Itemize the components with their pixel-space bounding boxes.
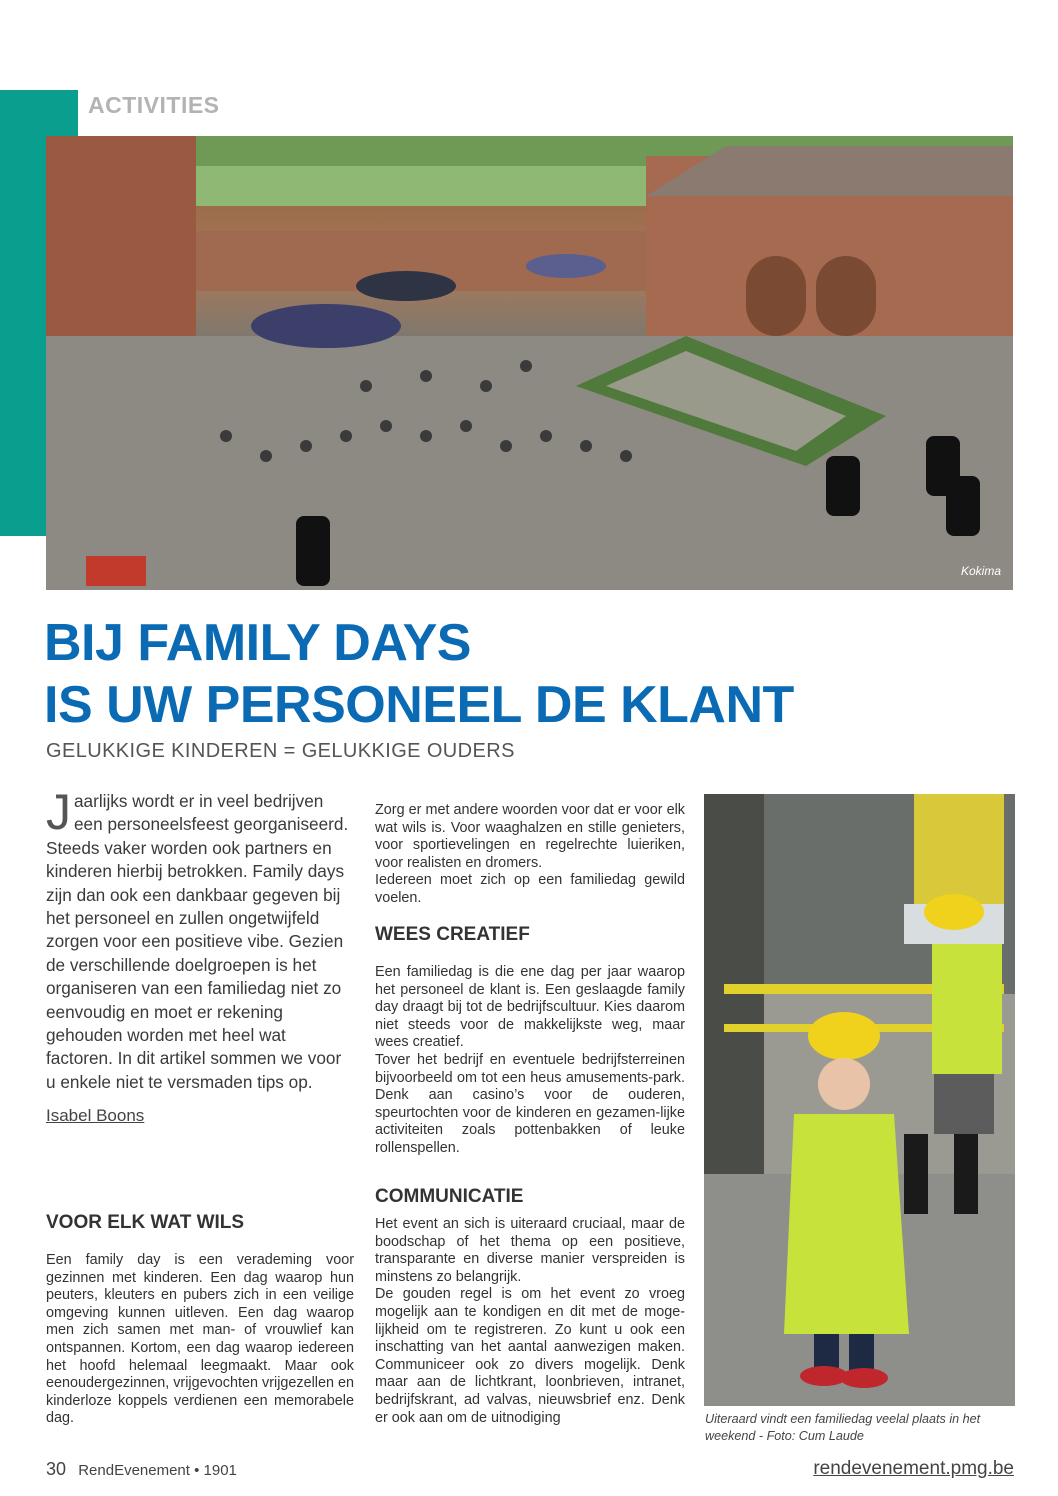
paragraph: Het event an sich is uiteraard cruciaal, maar de boodschap of het thema op een positieve, transparante en diverse manier verspreiden is minstens zo belangrijk. xyxy=(375,1216,685,1285)
paragraph: Een family day is een verademing voor gezinnen met kinderen. Een dag waarop hun peuters, kleuters en pubers zich in een veilige omgeving kunnen uitleven. Een dag waarop men zich samen met man- of vrouwlief kan ontspannen. Kortom, een dag waarop iedereen het hoofd helemaal leegmaakt. Maar ook eenoudergezinnen, vrijgevochten vrijgezellen en kinderloze koppels verdienen een memorabele dag. xyxy=(46,1252,355,1427)
intro-text: aarlijks wordt er in veel bedrijven een personeelsfeest georganiseerd. Steeds vaker worden ook partners en kinderen hierbij betrokken. Family days zijn dan ook een dankbaar gegeven bij het personeel en zullen ongetwijfeld zorgen voor een positieve vibe. Gezien de verschillende doelgroepen is het organiseren van een familiedag niet zo eenvoudig en moet er rekening gehouden worden met heel wat factoren. In dit artikel sommen we voor u enkele niet te versmaden tips op. xyxy=(46,791,349,1092)
publication-name: RendEvenement • 1901 xyxy=(78,1462,237,1479)
paragraph: Iedereen moet zich op een familiedag gewild voelen. xyxy=(375,872,685,906)
section-label: ACTIVITIES xyxy=(88,92,220,118)
article-subheadline: GELUKKIGE KINDEREN = GELUKKIGE OUDERS xyxy=(46,740,515,762)
page-number: 30 xyxy=(46,1459,67,1479)
photo-caption: Uiteraard vindt een familiedag veelal plaats in het weekend - Foto: Cum Laude xyxy=(705,1412,981,1443)
headline-line-1: BIJ FAMILY DAYS xyxy=(44,614,471,672)
intro-dropcap: J xyxy=(46,784,71,840)
section-body-voor-elk-wat-wils xyxy=(46,1252,354,1428)
child-in-safety-gear-photo xyxy=(704,794,1015,1406)
article-author[interactable]: Isabel Boons xyxy=(46,1106,145,1125)
section-body-communicatie xyxy=(375,1216,685,1427)
article-intro xyxy=(46,784,352,1094)
section-heading-voor-elk-wat-wils: VOOR ELK WAT WILS xyxy=(46,1212,245,1233)
article-headline xyxy=(44,612,794,736)
industrial-site-illustration xyxy=(704,794,1015,1406)
paragraph: Een familiedag is die ene dag per jaar waarop het personeel de klant is. Een geslaagde family day draagt bij tot de bedrijfscultuur. Kies daarom niet steeds voor de makkelijkste weg, maar wees creatief. xyxy=(375,964,685,1051)
paragraph: Zorg er met andere woorden voor dat er voor elk wat wils is. Voor waaghalzen en stille genieters, voor sportievelingen en regelrechte luieriken, voor realisten en dromers. xyxy=(375,802,685,871)
section-body-continued xyxy=(375,802,685,908)
courtyard-illustration xyxy=(46,136,1013,590)
website-link[interactable]: rendevenement.pmg.be xyxy=(813,1458,1014,1479)
section-body-wees-creatief xyxy=(375,964,685,1158)
paragraph: De gouden regel is om het event zo vroeg mogelijk aan te kondigen en dit met de moge-lijkheid om te registreren. Zo kunt u ook een inschatting van het aantal aanwezigen maken. Communiceer ook zo divers mogelijk. Denk maar aan de lichtkrant, loonbrieven, intranet, bedrijfskrant, ad valvas, nieuwsbrief enz. Denk er ook aan om de uitnodiging xyxy=(375,1286,685,1426)
hero-photo xyxy=(46,136,1013,590)
section-heading-communicatie: COMMUNICATIE xyxy=(375,1186,524,1207)
paragraph: Tover het bedrijf en eventuele bedrijfsterreinen bijvoorbeeld om tot een heus amusements-park. Denk aan casino’s voor de ouderen, speurtochten voor de kinderen en gezamen-lijke activiteiten zoals pottenbakken of leuke rollenspellen. xyxy=(375,1051,685,1156)
section-heading-wees-creatief: WEES CREATIEF xyxy=(375,924,530,945)
headline-line-2: IS UW PERSONEEL DE KLANT xyxy=(44,676,794,734)
photo-credit: Kokima xyxy=(960,564,1001,578)
footer-left xyxy=(46,1459,237,1480)
